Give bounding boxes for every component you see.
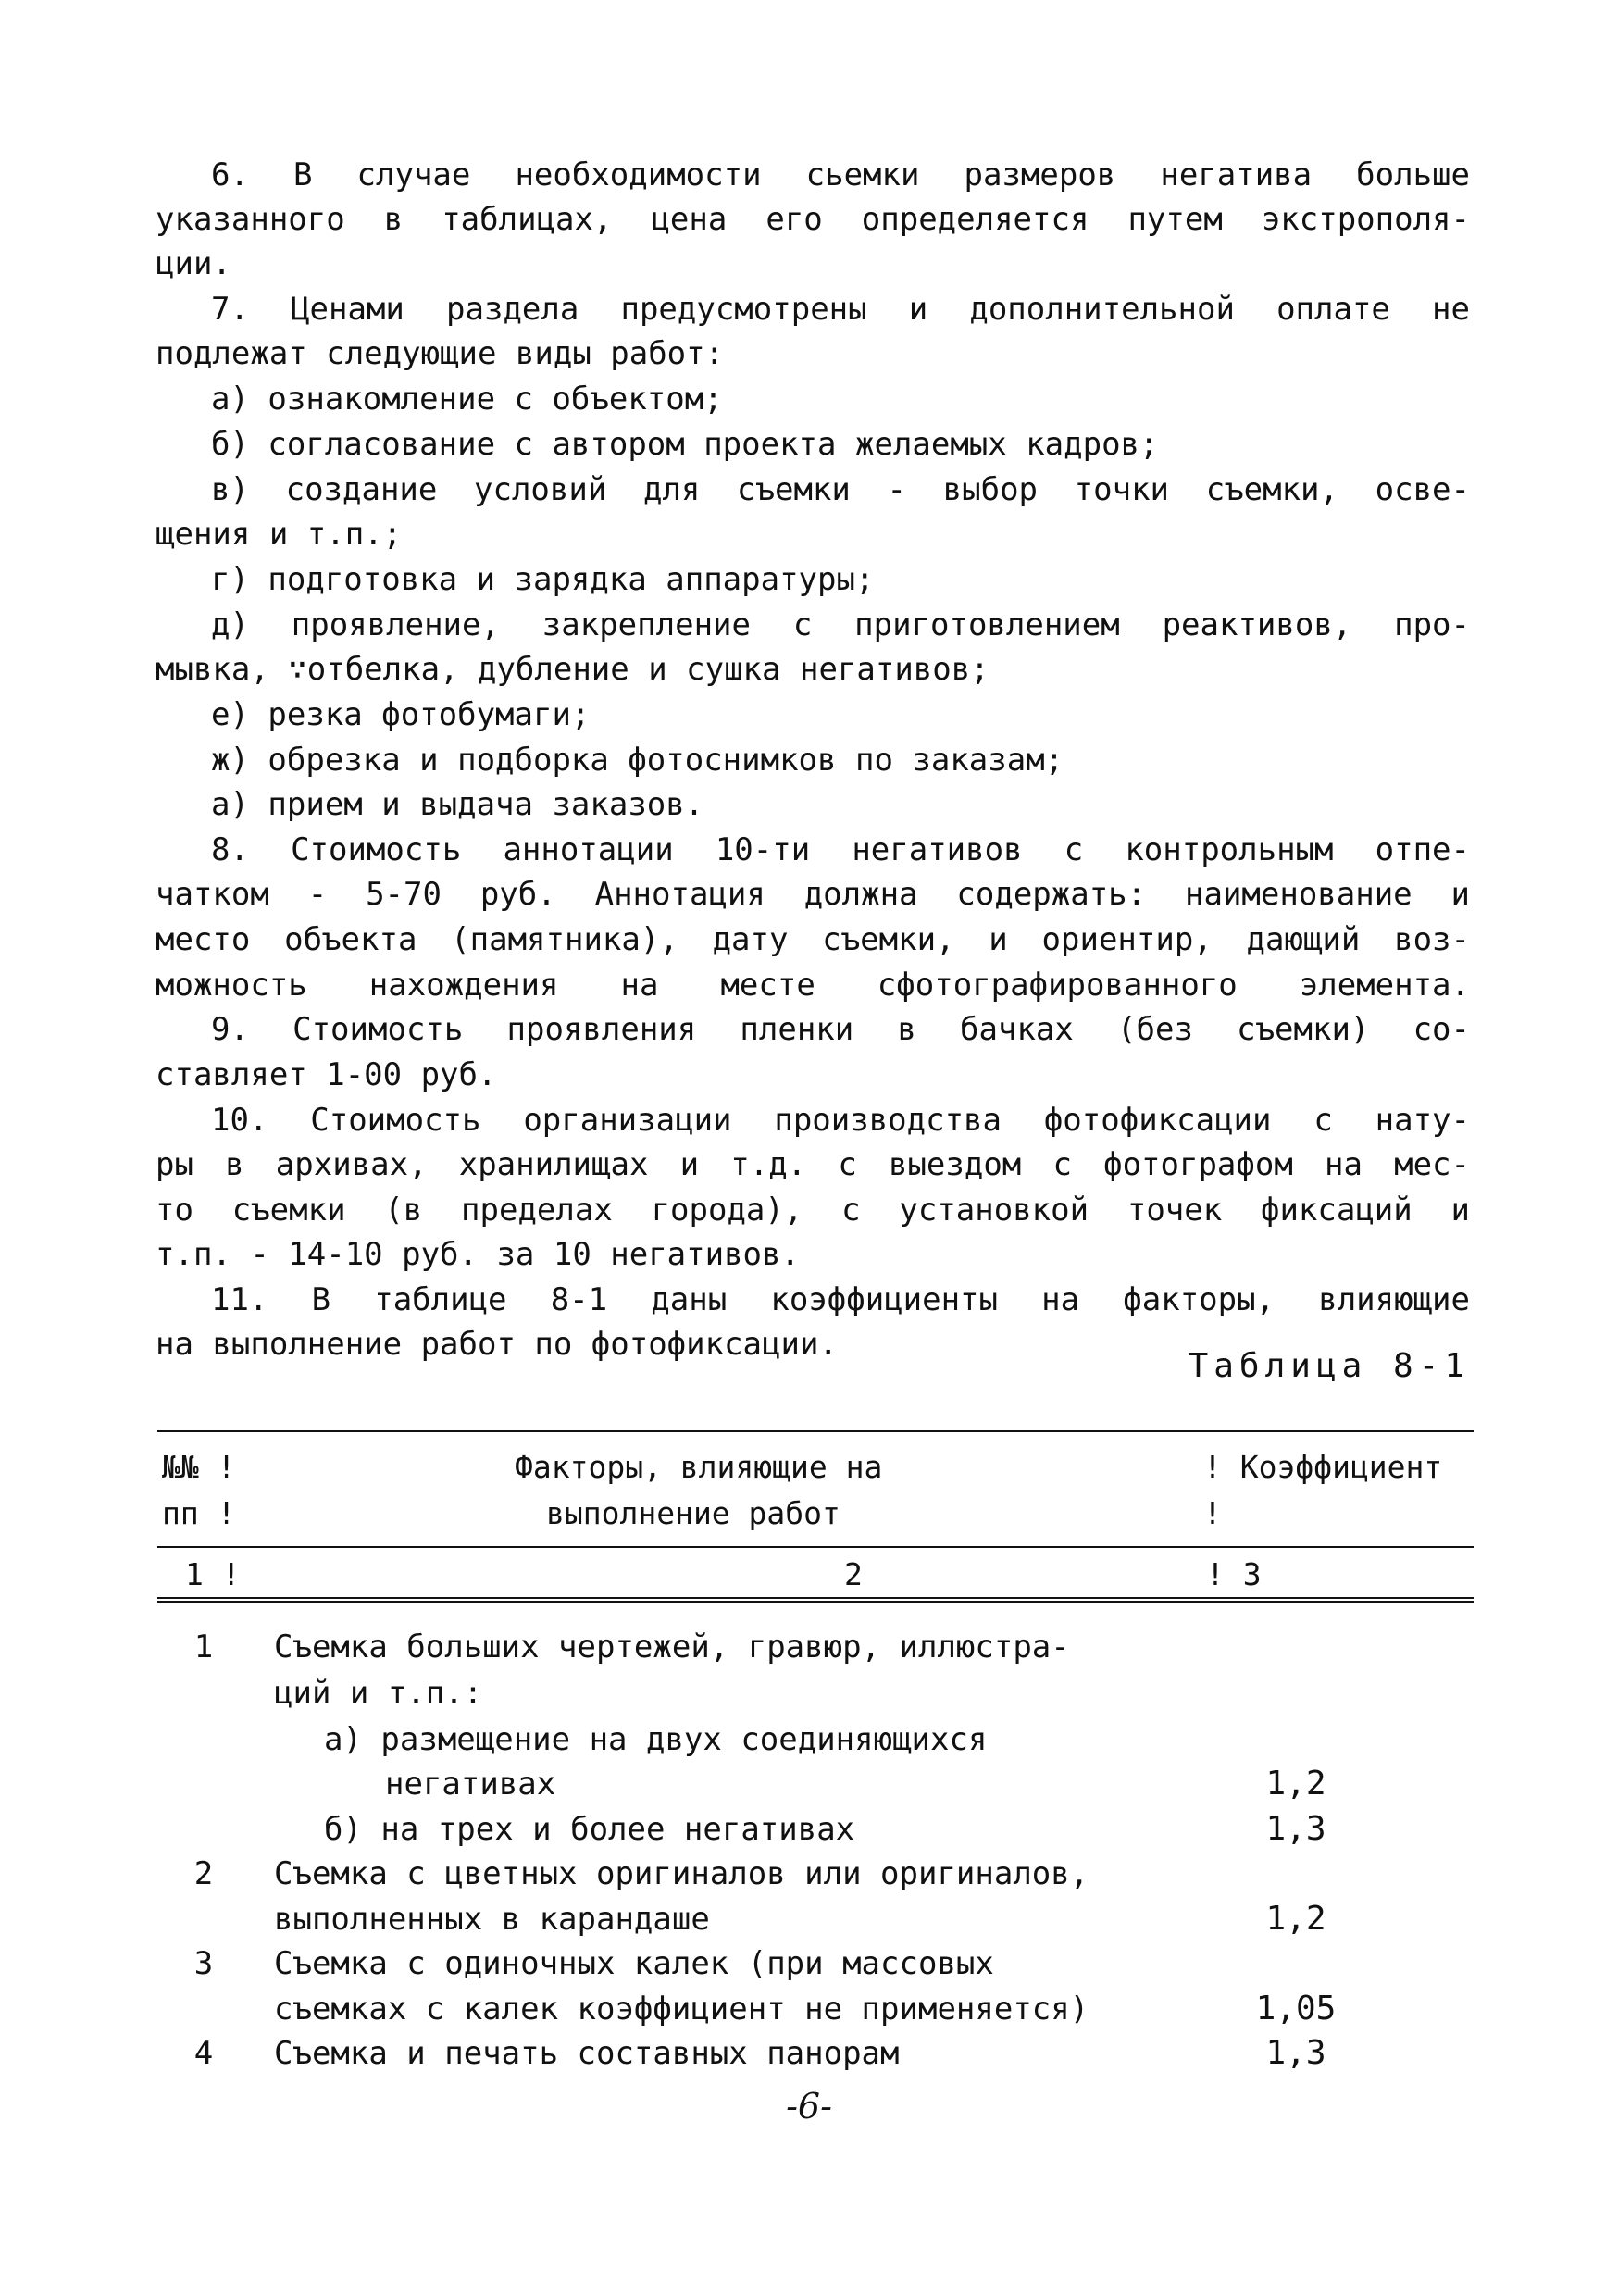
text-line: 7. Ценами раздела предусмотрены и дополнительной оплате не (211, 291, 1470, 328)
header-col1-line1: №№ ! (162, 1449, 236, 1485)
row-coefficient: 1,3 (1265, 2034, 1326, 2072)
text-line: можность нахождения на месте сфотографированного элемента. (156, 967, 1470, 1004)
row-factor: ций и т.п.: (274, 1675, 483, 1712)
header-col3-line2: ! (1203, 1495, 1222, 1531)
row-coefficient: 1,2 (1265, 1765, 1326, 1803)
text-line: г) подготовка и зарядка аппаратуры; (211, 561, 875, 598)
row-number: 2 (193, 1855, 214, 1892)
header-col2-line1: Факторы, влияющие на (515, 1449, 883, 1485)
row-coefficient: 1,05 (1255, 1990, 1337, 2028)
text-line: чатком - 5-70 руб. Аннотация должна содержать: наименование и (156, 876, 1470, 913)
row-factor: съемках с калек коэффициент не применяется) (274, 1990, 1089, 2028)
text-line: ры в архивах, хранилищах и т.д. с выездом с фотографом на мес- (156, 1146, 1470, 1183)
row-number: 3 (193, 1945, 214, 1982)
header-bottom-rule-double (157, 1601, 1474, 1603)
text-line: 9. Стоимость проявления пленки в бачках (без съемки) со- (211, 1011, 1470, 1048)
text-line: подлежат следующие виды работ: (156, 335, 725, 372)
row-factor: б) на трех и более негативах (324, 1811, 855, 1848)
row-coefficient: 1,2 (1265, 1900, 1326, 1938)
row-factor: Съемка с одиночных калек (при массовых (274, 1945, 994, 1982)
table-top-rule (157, 1430, 1474, 1432)
header-num-col1: 1 ! (185, 1556, 241, 1592)
text-line: е) резка фотобумаги; (211, 696, 591, 733)
row-factor: Съемка больших чертежей, гравюр, иллюстра- (274, 1628, 1070, 1666)
row-factor: негативах (385, 1766, 556, 1803)
text-line: мывка, ∵отбелка, дубление и сушка негативов; (156, 651, 989, 688)
text-line: а) прием и выдача заказов. (211, 786, 704, 823)
row-number: 4 (193, 2035, 214, 2072)
text-line: в) создание условий для съемки - выбор точки съемки, осве- (211, 471, 1470, 508)
row-number: 1 (193, 1628, 214, 1666)
text-line: 6. В случае необходимости сьемки размеров негатива больше (211, 156, 1470, 193)
page-number: -6- (786, 2086, 832, 2127)
text-line: д) проявление, закрепление с приготовлением реактивов, про- (211, 606, 1470, 643)
header-num-col2: 2 (844, 1556, 863, 1592)
row-coefficient: 1,3 (1265, 1810, 1326, 1848)
header-mid-rule (157, 1546, 1474, 1548)
text-line: а) ознакомление с объектом; (211, 381, 723, 418)
text-line: т.п. - 14-10 руб. за 10 негативов. (156, 1236, 800, 1273)
table-caption: Таблица 8-1 (1188, 1347, 1470, 1385)
text-line: ставляет 1-00 руб. (156, 1056, 497, 1093)
text-line: щения и т.п.; (156, 516, 403, 553)
header-bottom-rule (157, 1597, 1474, 1599)
text-line: на выполнение работ по фотофиксации. (156, 1326, 838, 1363)
text-line: 10. Стоимость организации производства фотофиксации с нату- (211, 1102, 1470, 1139)
row-factor: а) размещение на двух соединяющихся (324, 1721, 988, 1758)
header-col3-line1: ! Коэффициент (1203, 1449, 1443, 1485)
text-line: ж) обрезка и подборка фотоснимков по заказам; (211, 742, 1064, 779)
text-line: указанного в таблицах, цена его определяется путем экстрополя- (156, 201, 1470, 238)
text-line: 11. В таблице 8-1 даны коэффициенты на факторы, влияющие (211, 1281, 1470, 1318)
header-col2-line2: выполнение работ (546, 1495, 840, 1531)
row-factor: выполненных в карандаше (274, 1901, 710, 1938)
text-line: место объекта (памятника), дату съемки, и ориентир, дающий воз- (156, 921, 1470, 958)
row-factor: Съемка с цветных оригиналов или оригиналов, (274, 1855, 1089, 1892)
row-factor: Съемка и печать составных панорам (274, 2035, 900, 2072)
text-line: б) согласование с автором проекта желаемых кадров; (211, 426, 1159, 463)
header-col1-line2: пп ! (162, 1495, 236, 1531)
text-line: 8. Стоимость аннотации 10-ти негативов с контрольным отпе- (211, 831, 1470, 868)
header-num-col3: ! 3 (1206, 1556, 1262, 1592)
text-line: ции. (156, 245, 231, 282)
text-line: то съемки (в пределах города), с установкой точек фиксаций и (156, 1192, 1470, 1229)
